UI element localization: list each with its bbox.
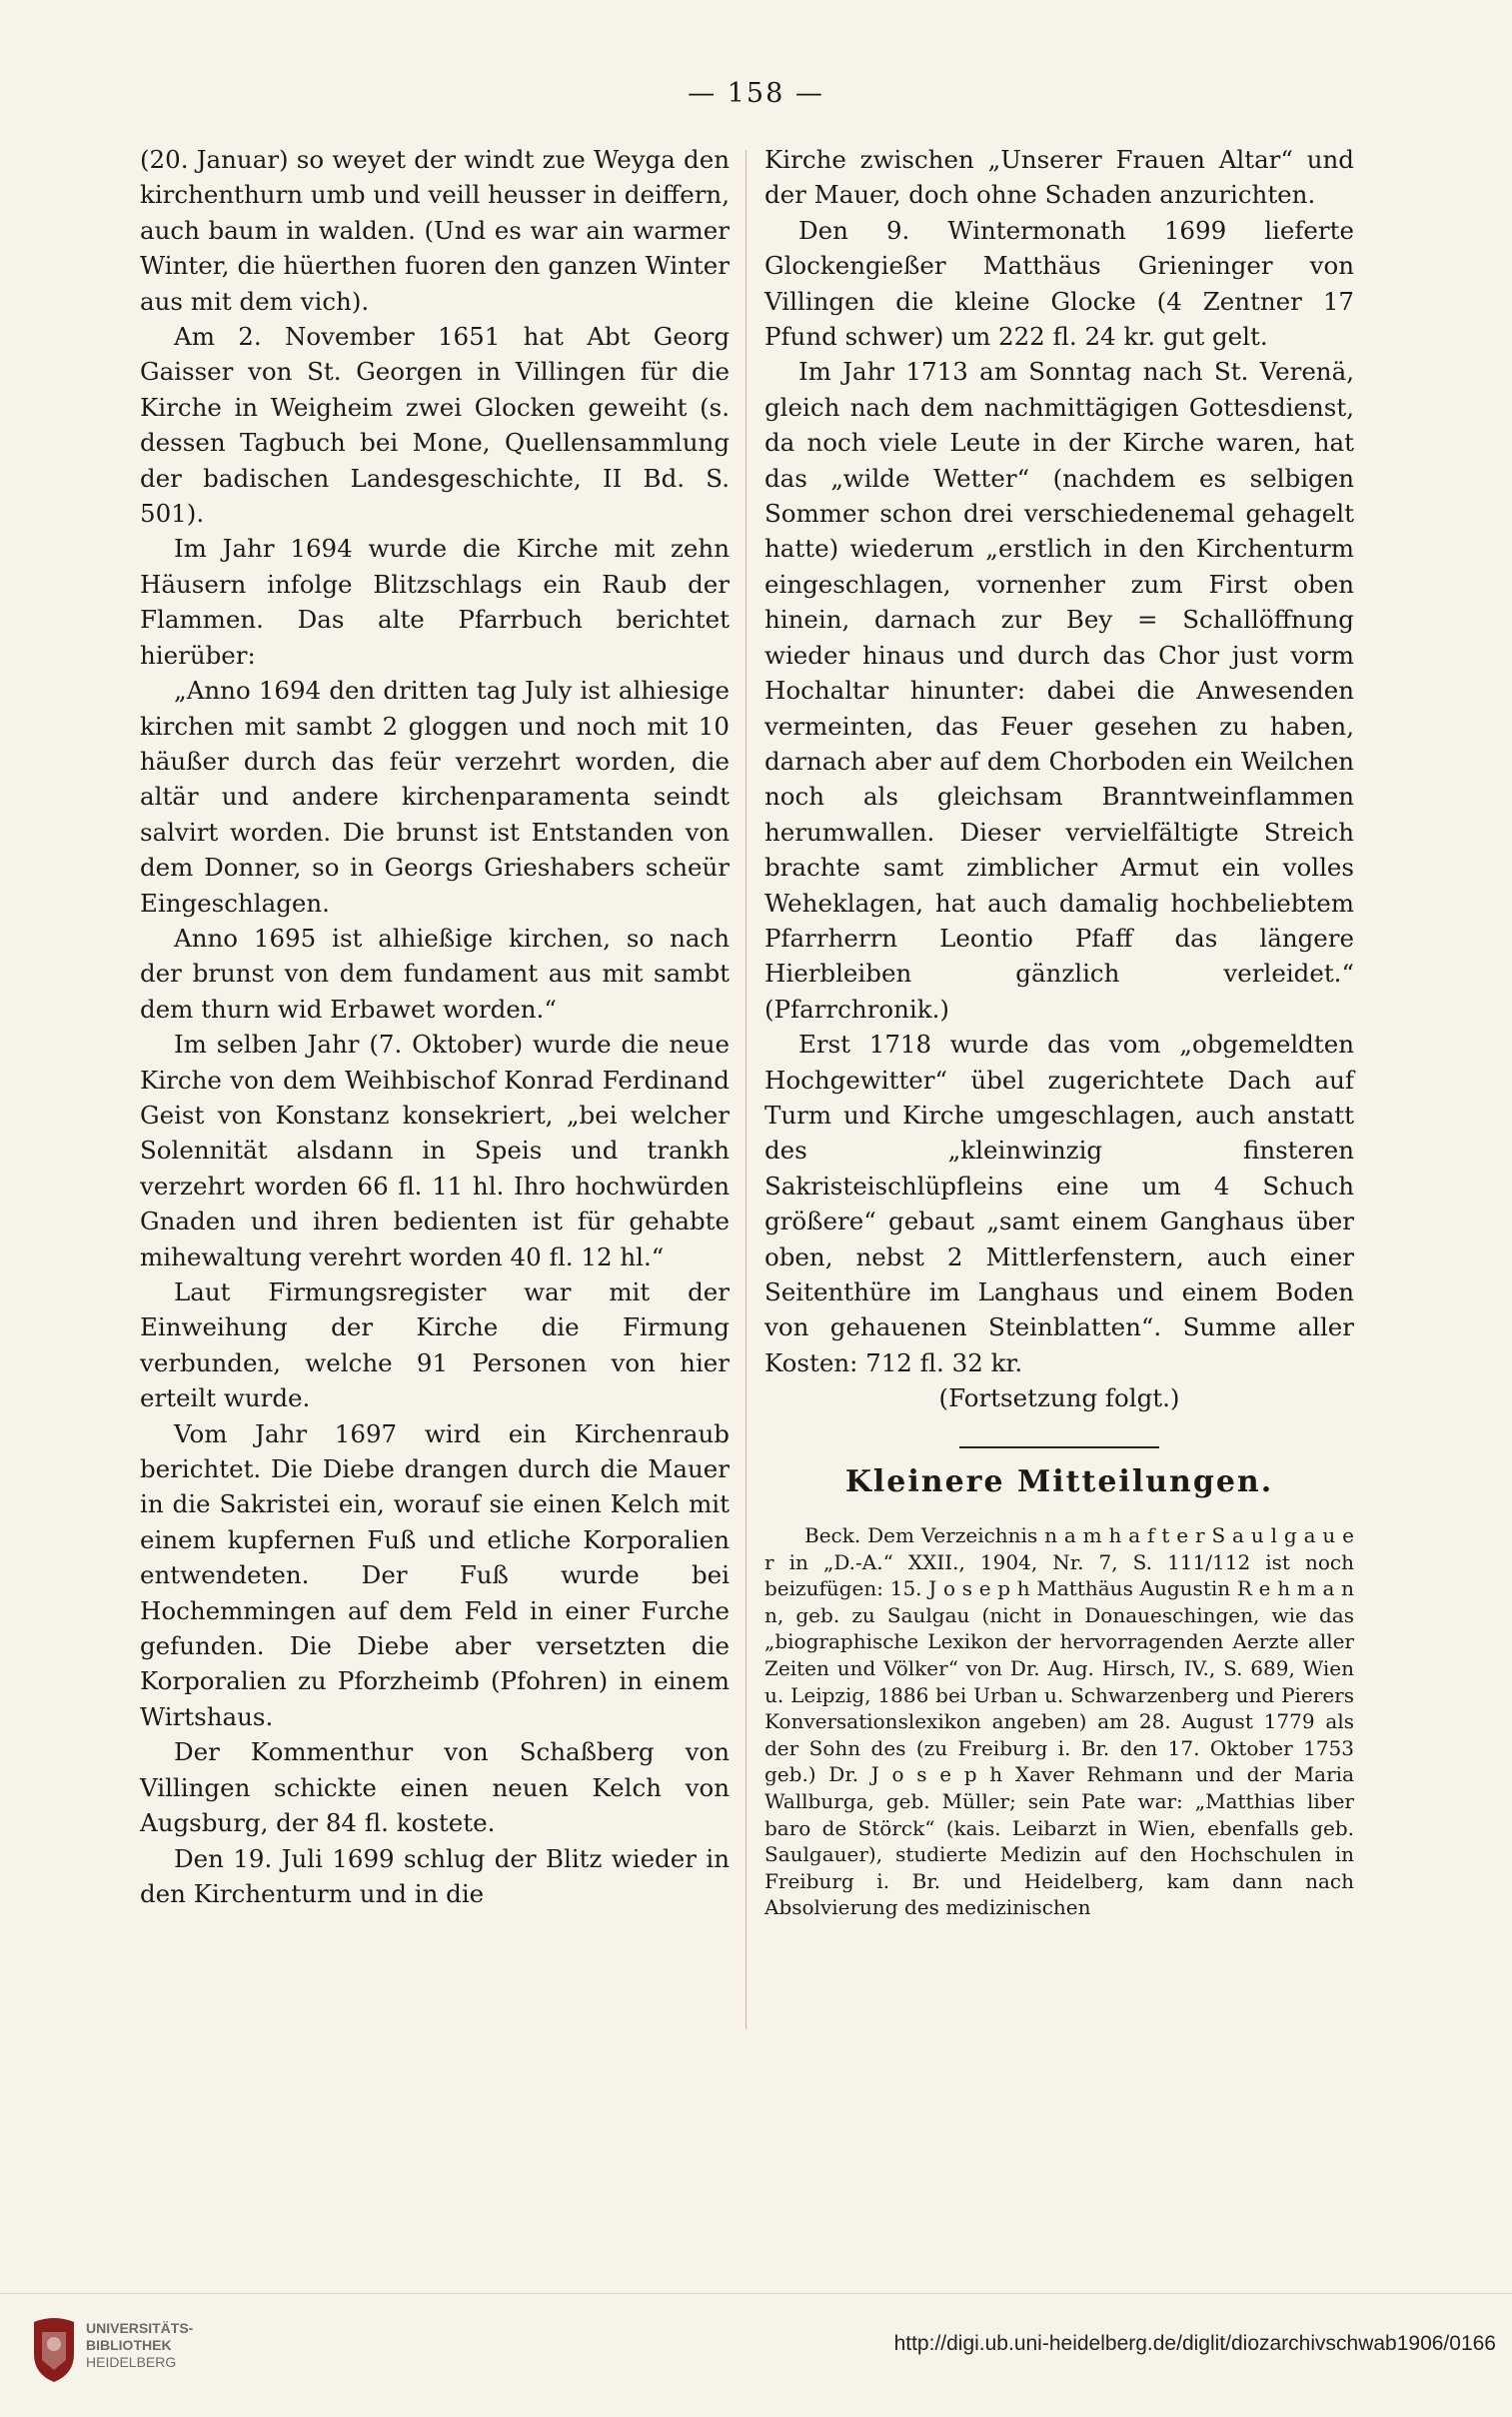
library-name (86, 2320, 193, 2371)
paragraph: Kirche zwischen „Unserer Frauen Altar“ und der Mauer, doch ohne Schaden anzurichten. (764, 145, 1354, 210)
logo-line: BIBLIOTHEK (86, 2337, 172, 2353)
paragraph: „Anno 1694 den dritten tag July ist alhiesige kirchen mit sambt 2 gloggen und noch mit 10 häußer durch das feür verzehrt worden, die altär und andere kirchenparamenta seindt salvirt worden. Die brunst ist Entstanden von dem Donner, so in Georgs Grieshabers scheür Eingeschlagen. (140, 676, 730, 918)
section-title: Kleinere Mitteilungen. (844, 1464, 1274, 1499)
paragraph: Im selben Jahr (7. Oktober) wurde die neue Kirche von dem Weihbischof Konrad Ferdinand Geist von Konstanz konsekriert, „bei welcher Solennität alsdann in Speis und trankh verzehrt worden 66 fl. 11 hl. Ihro hochwürden Gnaden und ihren bedienten ist für gehabte mihewaltung verehrt worden 40 fl. 12 hl.“ (140, 1030, 730, 1271)
paragraph: Am 2. November 1651 hat Abt Georg Gaisser von St. Georgen in Villingen für die Kirche in Weigheim zwei Glocken geweiht (s. dessen Tagbuch bei Mone, Quellensammlung der badischen Landesgeschichte, II Bd. S. 501). (140, 322, 730, 529)
source-url[interactable]: http://digi.ub.uni-heidelberg.de/diglit/diozarchivschwab1906/0166 (893, 2332, 1496, 2355)
paragraph: Den 19. Juli 1699 schlug der Blitz wieder in den Kirchenturm und in die (140, 1843, 730, 1908)
continuation-note: (Fortsetzung folgt.) (938, 1383, 1180, 1413)
library-seal-icon (30, 2314, 78, 2384)
paragraph: Vom Jahr 1697 wird ein Kirchenraub berichtet. Die Diebe drangen durch die Mauer in die Sakristei ein, worauf sie einen Kelch mit einem kupfernen Fuß und etliche Korporalien entwendeten. Der Fuß wurde bei Hochemmingen auf dem Feld in einer Furche gefunden. Die Diebe aber versetzten die Korporalien zu Pforzheimb (Pfohren) in einem Wirtshaus. (140, 1418, 730, 1731)
page-number: — 158 — (688, 78, 824, 109)
logo-line: UNIVERSITÄTS- (86, 2320, 194, 2336)
section-rule (959, 1446, 1159, 1448)
paragraph: Erst 1718 wurde das vom „obgemeldten Hochgewitter“ übel zugerichtete Dach auf Turm und Kirche umgeschlagen, auch anstatt des „kleinwinzig finsteren Sakristeischlüpfleins eine um 4 Schuch größere“ gebaut „samt einem Ganghaus über oben, nebst 2 Mittlerfenstern, auch einer Seitenthüre im Langhaus und einem Boden von gehauenen Steinblatten“. Summe aller Kosten: 712 fl. 32 kr. (764, 1030, 1354, 1377)
paragraph: Laut Firmungsregister war mit der Einweihung der Kirche die Firmung verbunden, welche 91 Personen von hier erteilt wurde. (140, 1277, 730, 1413)
column-divider (746, 150, 747, 2029)
logo-line: HEIDELBERG (86, 2354, 177, 2370)
paragraph: Im Jahr 1694 wurde die Kirche mit zehn Häusern infolge Blitzschlags ein Raub der Flammen. Das alte Pfarrbuch berichtet hierüber: (140, 534, 730, 670)
paragraph: Den 9. Wintermonath 1699 lieferte Glockengießer Matthäus Grieninger von Villingen die kleine Glocke (4 Zentner 17 Pfund schwer) um 222 fl. 24 kr. gut gelt. (764, 215, 1354, 352)
left-column (140, 142, 730, 1911)
paragraph: Der Kommenthur von Schaßberg von Villingen schickte einen neuen Kelch von Augsburg, der 84 fl. kostete. (140, 1737, 730, 1838)
small-print-column (764, 1522, 1354, 1921)
small-paragraph: Beck. Dem Verzeichnis n a m h a f t e r S a u l g a u e r in „D.-A.“ XXII., 1904, Nr. 7, S. 111/112 ist noch beizufügen: 15. J o s e p h Matthäus Augustin R e h m a n n, geb. zu Saulgau (nicht in Donaueschingen, wie das „biographische Lexikon der hervorragenden Aerzte aller Zeiten und Völker“ von Dr. Aug. Hirsch, IV., S. 689, Wien u. Leipzig, 1886 bei Urban u. Schwarzenberg und Pierers Konversationslexikon angeben) am 28. August 1779 als der Sohn des (zu Freiburg i. Br. den 17. Oktober 1753 geb.) Dr. J o s e p h Xaver Rehmann und der Maria Wallburga, geb. Müller; sein Pate war: „Matthias liber baro de Störck“ (kais. Leibarzt in Wien, ebenfalls geb. Saulgauer), studierte Medizin auf den Hochschulen in Freiburg i. Br. und Heidelberg, kam dann nach Absolvierung des medizinischen (764, 1523, 1354, 1920)
right-column (764, 142, 1354, 1416)
paragraph: (20. Januar) so weyet der windt zue Weyga den kirchenthurn umb und veill heusser in deiffern, auch baum in walden. (Und es war ain warmer Winter, die hüerthen fuoren den ganzen Winter aus mit dem vich). (140, 145, 730, 316)
library-logo (30, 2314, 230, 2388)
paragraph: Im Jahr 1713 am Sonntag nach St. Verenä, gleich nach dem nachmittägigen Gottesdienst, da noch viele Leute in der Kirche waren, hat das „wilde Wetter“ (nachdem es selbigen Sommer schon drei verschiedenemal gehagelt hatte) wiederum „erstlich in den Kirchenturm eingeschlagen, vornenher zum First oben hinein, darnach zur Bey = Schallöffnung wieder hinaus und durch das Chor just vorm Hochaltar hinunter: dabei die Anwesenden vermeinten, das Feuer gesehen zu haben, darnach aber auf dem Chorboden ein Weilchen noch als gleichsam Branntweinflammen herumwallen. Dieser vervielfältigte Streich brachte samt zimblicher Armut ein volles Weheklagen, hat auch damalig hochbeliebtem Pfarrherrn Leontio Pfaff das längere Hierbleiben gänzlich verleidet.“ (Pfarrchronik.) (764, 357, 1354, 1024)
footer-rule (0, 2293, 1512, 2294)
paragraph: Anno 1695 ist alhießige kirchen, so nach der brunst von dem fundament aus mit sambt dem thurn wid Erbawet worden.“ (140, 923, 730, 1024)
